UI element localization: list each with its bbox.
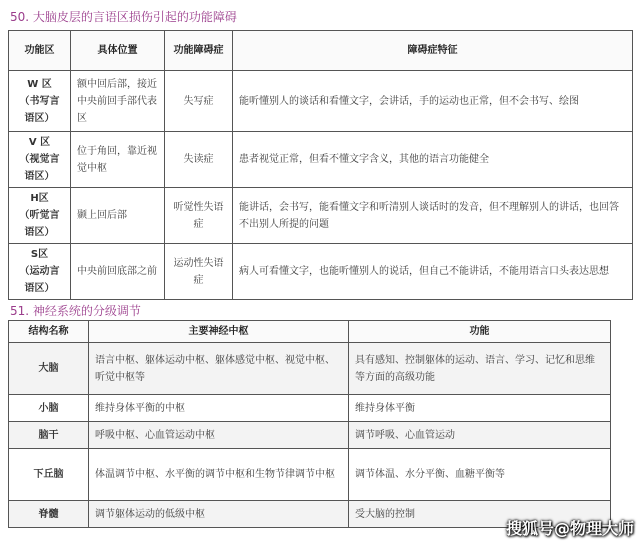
table-row (9, 188, 633, 244)
feature-cell: 能听懂别人的谈话和看懂文字，会讲话，手的运动也正常，但不会书写、绘图 (233, 71, 633, 132)
structure-cell: 脑干 (9, 422, 89, 449)
table-header-row (9, 31, 633, 71)
center-cell: 调节躯体运动的低级中枢 (89, 501, 349, 528)
table-row (9, 395, 611, 422)
center-cell: 体温调节中枢、水平衡的调节中枢和生物节律调节中枢 (89, 449, 349, 501)
zone-cell: V 区 （视觉言语区） (9, 132, 71, 188)
location-cell: 位于角回，靠近视觉中枢 (71, 132, 165, 188)
disorder-cell: 运动性失语症 (165, 244, 233, 300)
table-row (9, 449, 611, 501)
section-title-nervous-system: 51. 神经系统的分级调节 (10, 304, 141, 318)
structure-cell: 大脑 (9, 343, 89, 395)
table-row (9, 422, 611, 449)
table-row (9, 343, 611, 395)
header-location: 具体位置 (71, 31, 165, 71)
watermark: 搜狐号@物理大师 (505, 519, 634, 538)
table-row (9, 71, 633, 132)
function-cell: 维持身体平衡 (349, 395, 611, 422)
nervous-system-table (8, 320, 611, 528)
center-cell: 维持身体平衡的中枢 (89, 395, 349, 422)
center-cell: 呼吸中枢、心血管运动中枢 (89, 422, 349, 449)
feature-cell: 能讲话，会书写，能看懂文字和听清别人谈话时的发音，但不理解别人的讲话，也回答不出别人所提的问题 (233, 188, 633, 244)
zone-cell: S区 （运动言语区） (9, 244, 71, 300)
function-cell: 调节体温、水分平衡、血糖平衡等 (349, 449, 611, 501)
disorder-cell: 听觉性失语症 (165, 188, 233, 244)
section-title-language-areas: 50. 大脑皮层的言语区损伤引起的功能障碍 (10, 10, 237, 24)
location-cell: 中央前回底部之前 (71, 244, 165, 300)
header-structure: 结构名称 (9, 321, 89, 343)
header-feature: 障碍症特征 (233, 31, 633, 71)
header-disorder: 功能障碍症 (165, 31, 233, 71)
disorder-cell: 失读症 (165, 132, 233, 188)
header-function: 功能 (349, 321, 611, 343)
zone-cell: W 区 （书写言语区） (9, 71, 71, 132)
language-area-table (8, 30, 633, 300)
location-cell: 额中回后部，接近中央前回手部代表区 (71, 71, 165, 132)
header-zone: 功能区 (9, 31, 71, 71)
table-row (9, 132, 633, 188)
function-cell: 调节呼吸、心血管运动 (349, 422, 611, 449)
zone-cell: H区 （听觉言语区） (9, 188, 71, 244)
table-row (9, 244, 633, 300)
structure-cell: 下丘脑 (9, 449, 89, 501)
center-cell: 语言中枢、躯体运动中枢、躯体感觉中枢、视觉中枢、听觉中枢等 (89, 343, 349, 395)
table-header-row (9, 321, 611, 343)
function-cell: 具有感知、控制躯体的运动、语言、学习、记忆和思维等方面的高级功能 (349, 343, 611, 395)
structure-cell: 脊髓 (9, 501, 89, 528)
feature-cell: 病人可看懂文字，也能听懂别人的说话，但自己不能讲话，不能用语言口头表达思想 (233, 244, 633, 300)
disorder-cell: 失写症 (165, 71, 233, 132)
function-cell: 受大脑的控制 (349, 501, 611, 528)
structure-cell: 小脑 (9, 395, 89, 422)
header-center: 主要神经中枢 (89, 321, 349, 343)
location-cell: 颞上回后部 (71, 188, 165, 244)
feature-cell: 患者视觉正常，但看不懂文字含义，其他的语言功能健全 (233, 132, 633, 188)
